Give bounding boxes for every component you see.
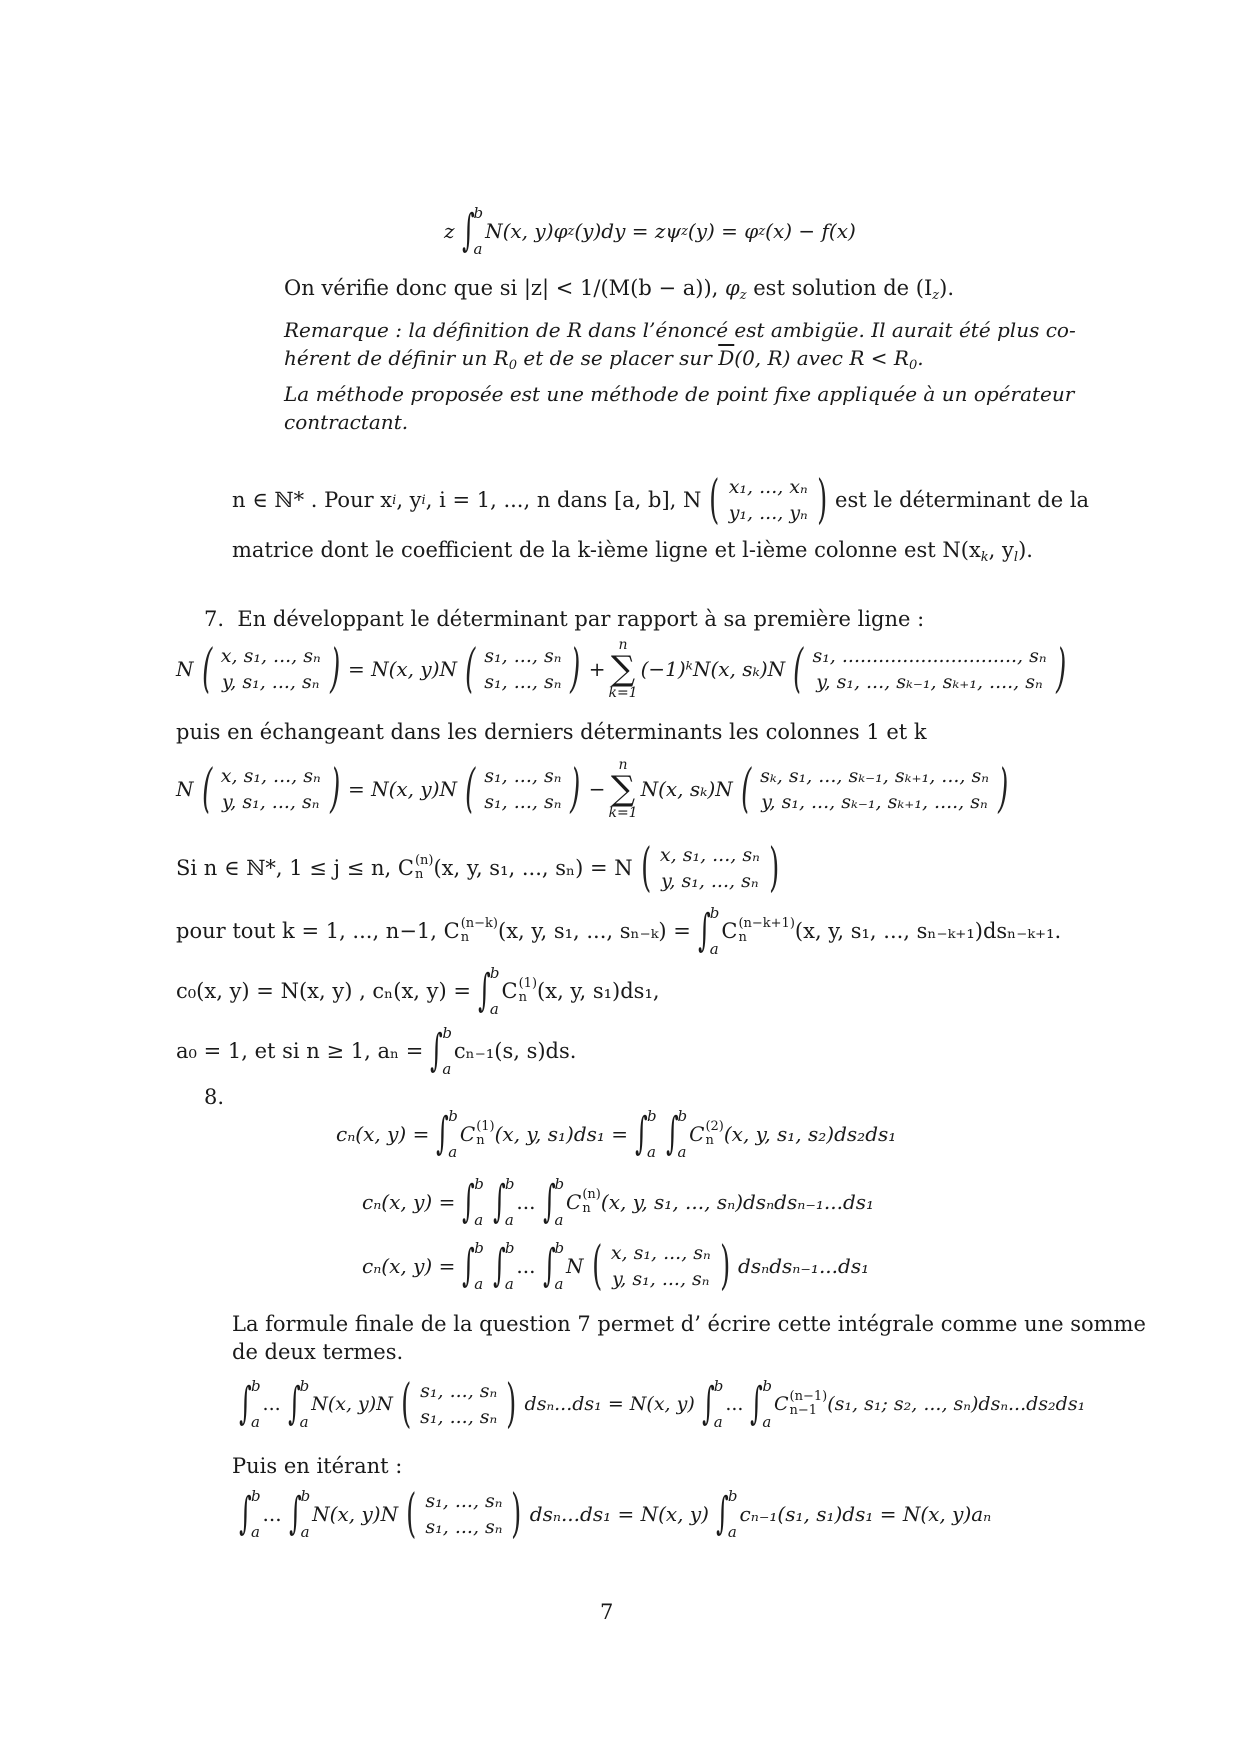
definition-Cn: Si n ∈ ℕ*, 1 ≤ j ≤ n, C (n) n (x, y, s₁, ..., sₙ) = N ( x, s₁, ..., sₙ y, s₁, ..., sₙ ): [176, 838, 780, 898]
question-text: En développant le déterminant par rapport à sa première ligne :: [237, 607, 925, 631]
eq-sub: z: [567, 223, 575, 239]
definition-an: a₀ = 1, et si n ≥ 1, aₙ = ∫ b a cₙ₋₁(s, s)ds.: [176, 1024, 577, 1078]
question-number: 7.: [204, 607, 225, 631]
upper-limit: b: [473, 204, 484, 222]
equation-7b: N ( x, s₁, ..., sₙ y, s₁, ..., sₙ ) = N(x, y)N ( s₁, ..., sₙ s₁, ..., sₙ ) − n ∑ k=1 N(x, sₖ)N ( sₖ, s₁, ..., sₖ₋₁, sₖ₊₁, ..., sₙ y, s₁, ..., sₖ₋₁, sₖ₊₁, ...., sₙ ): [176, 757, 1009, 821]
integral-sign: ∫ b a: [461, 204, 484, 258]
eq-integrand: N(x, y)φ: [485, 219, 568, 243]
definition-determinant: n ∈ ℕ* . Pour x i , y i , i = 1, ..., n dans [a, b], N ( x₁, ..., xₙ y₁, ..., yₙ ) est le déterminant de la: [232, 470, 1090, 530]
definition-line2: matrice dont le coefficient de la k-ième ligne et l-ième colonne est $N(x_k$, $y_l$).: [232, 538, 1033, 565]
equation-top: [444, 205, 856, 257]
equation-8-line5: ∫ b a ... ∫ b a N(x, y)N ( s₁, ..., sₙ s₁, ..., sₙ ) dsₙ...ds₁ = N(x, y) ∫ b a cₙ₋₁(s₁, s₁)ds₁ = N(x, y)aₙ: [239, 1484, 992, 1544]
equation-8-line1: cₙ(x, y) = ∫ b a C (1) n (x, y, s₁)ds₁ = ∫ b a ∫ b a C (2) n (x, y, s₁, s₂)ds₂ds₁: [336, 1107, 897, 1161]
swap-columns-text: puis en échangeant dans les derniers déterminants les colonnes 1 et k: [176, 720, 927, 744]
sub: z: [932, 288, 940, 303]
eq-sub: z: [758, 223, 766, 239]
sum-sign: n ∑ k=1: [608, 757, 638, 821]
equation-8-line2: cₙ(x, y) = ∫ b a ∫ b a ... ∫ b a C (n) n (x, y, s₁, ..., sₙ)dsₙdsₙ₋₁...ds₁: [362, 1175, 875, 1229]
sum-sign: n ∑ k=1: [608, 637, 638, 701]
question-8-label: 8.: [204, 1085, 225, 1109]
remark-paragraph: [284, 316, 1076, 436]
matrix: ( x₁, ..., xₙ y₁, ..., yₙ ): [709, 470, 827, 530]
text: On vérifie donc que si |z| < 1/(M(b − a)),: [284, 276, 725, 300]
text: est solution de (I: [746, 276, 933, 300]
remark-line: La méthode proposée est une méthode de point fixe appliquée à un opérateur: [284, 382, 1075, 406]
equation-8-line3: cₙ(x, y) = ∫ b a ∫ b a ... ∫ b a N ( x, s₁, ..., sₙ y, s₁, ..., sₙ ) dsₙdsₙ₋₁...ds₁: [362, 1236, 870, 1296]
page-number: 7: [600, 1600, 614, 1624]
paragraph-formule-finale: La formule finale de la question 7 permet d’ écrire cette intégrale comme une somme de deux termes.: [232, 1312, 1146, 1364]
remark-line: hérent de définir un $R_0$ et de se placer sur $\overline{D}(0$, R) avec $R < R_0$.: [284, 346, 924, 373]
equation-7a: N ( x, s₁, ..., sₙ y, s₁, ..., sₙ ) = N(x, y)N ( s₁, ..., sₙ s₁, ..., sₙ ) + n ∑ k=1 (−1)ᵏN(x, sₖ)N ( s₁, ............................., sₙ y, s₁, ..., sₖ₋₁, sₖ₊₁, ...., sₙ ): [176, 637, 1066, 701]
recurrence-Cn: pour tout k = 1, ..., n−1, C (n−k) n (x, y, s₁, ..., sₙ₋ₖ) = ∫ b a C (n−k+1) n (x, y, s₁, ..., sₙ₋ₖ₊₁)dsₙ₋ₖ₊₁.: [176, 904, 1062, 958]
paragraph-verifie: [284, 274, 954, 310]
sub: z: [739, 288, 747, 303]
eq-sub: z: [681, 223, 688, 239]
eq-z: z: [444, 219, 455, 243]
question-7-heading: [204, 605, 924, 633]
eq-dy: (y)dy = zψ: [574, 219, 682, 243]
phi: φ: [725, 276, 740, 300]
paragraph-iterant: Puis en itérant :: [232, 1454, 403, 1478]
lower-limit: a: [473, 240, 483, 258]
eq-mid: (y) = φ: [687, 219, 759, 243]
eq-rhs: (x) − f(x): [765, 219, 856, 243]
text: ).: [939, 276, 955, 300]
definition-c0-cn: c₀(x, y) = N(x, y) , cₙ(x, y) = ∫ b a C (1) n (x, y, s₁)ds₁,: [176, 964, 660, 1018]
remark-line: Remarque : la définition de R dans l’énoncé est ambigüe. Il aurait été plus co-: [284, 318, 1076, 342]
equation-8-line4: ∫ b a ... ∫ b a N(x, y)N ( s₁, ..., sₙ s₁, ..., sₙ ) dsₙ...ds₁ = N(x, y) ∫ b a ... ∫ b a C (n−1) n−1 (s₁, s₁; s₂, ..., sₙ)dsₙ...ds₂ds₁: [239, 1374, 1086, 1434]
remark-line: contractant.: [284, 410, 409, 434]
